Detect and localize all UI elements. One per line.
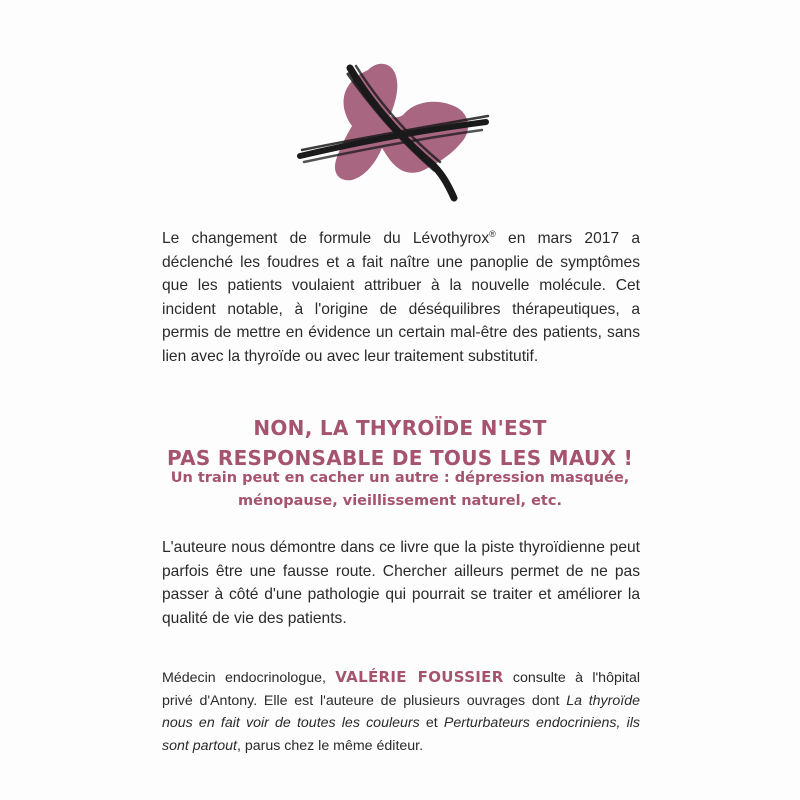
headline (130, 413, 670, 473)
book-title-1: La thyroïde nous en fait voir de toutes les couleurs (162, 692, 640, 731)
bio-connector: et (419, 715, 444, 731)
author-bio (162, 666, 640, 757)
intro-paragraph (162, 227, 640, 368)
headline-line-2: PAS RESPONSABLE DE TOUS LES MAUX ! (167, 446, 633, 470)
bio-middle: consulte à l'hôpital privé d'Antony. Elle est l'auteure de plusieurs ouvrages dont (162, 670, 640, 709)
book-title-2: Perturbateurs endocriniens, ils sont partout (162, 715, 640, 754)
subheadline-line-1: Un train peut en cacher un autre : dépression masquée, (170, 470, 630, 486)
intro-text-start: Le changement de formule du Lévothyrox (162, 230, 490, 247)
bio-suffix: , parus chez le même éditeur. (236, 737, 424, 754)
bio-prefix: Médecin endocrinologue, (162, 670, 336, 686)
subheadline-line-2: ménopause, vieillissement naturel, etc. (238, 493, 562, 509)
author-name: VALÉRIE FOUSSIER (335, 668, 504, 686)
registered-mark: ® (489, 229, 496, 239)
thyroid-crossed-out-icon (290, 52, 500, 207)
body-paragraph: L'auteure nous démontre dans ce livre que la piste thyroïdienne peut parfois être une fausse route. Chercher ailleurs permet de ne pas passer à côté d'une pathologie qui pourrait se traiter et améliorer la qualité de vie des patients. (162, 539, 640, 627)
headline-line-1: NON, LA THYROÏDE N'EST (253, 416, 547, 440)
intro-text-end: en mars 2017 a déclenché les foudres et a fait naître une panoplie de symptômes que les patients voulaient attribuer à la nouvelle molécule. Cet incident notable, à l'origine de déséquilibres thérapeutiques, a permis de mettre en évidence un certain mal-être des patients, sans lien avec la thyroïde ou avec leur traitement substitutif. (162, 230, 640, 365)
subheadline (130, 467, 670, 513)
